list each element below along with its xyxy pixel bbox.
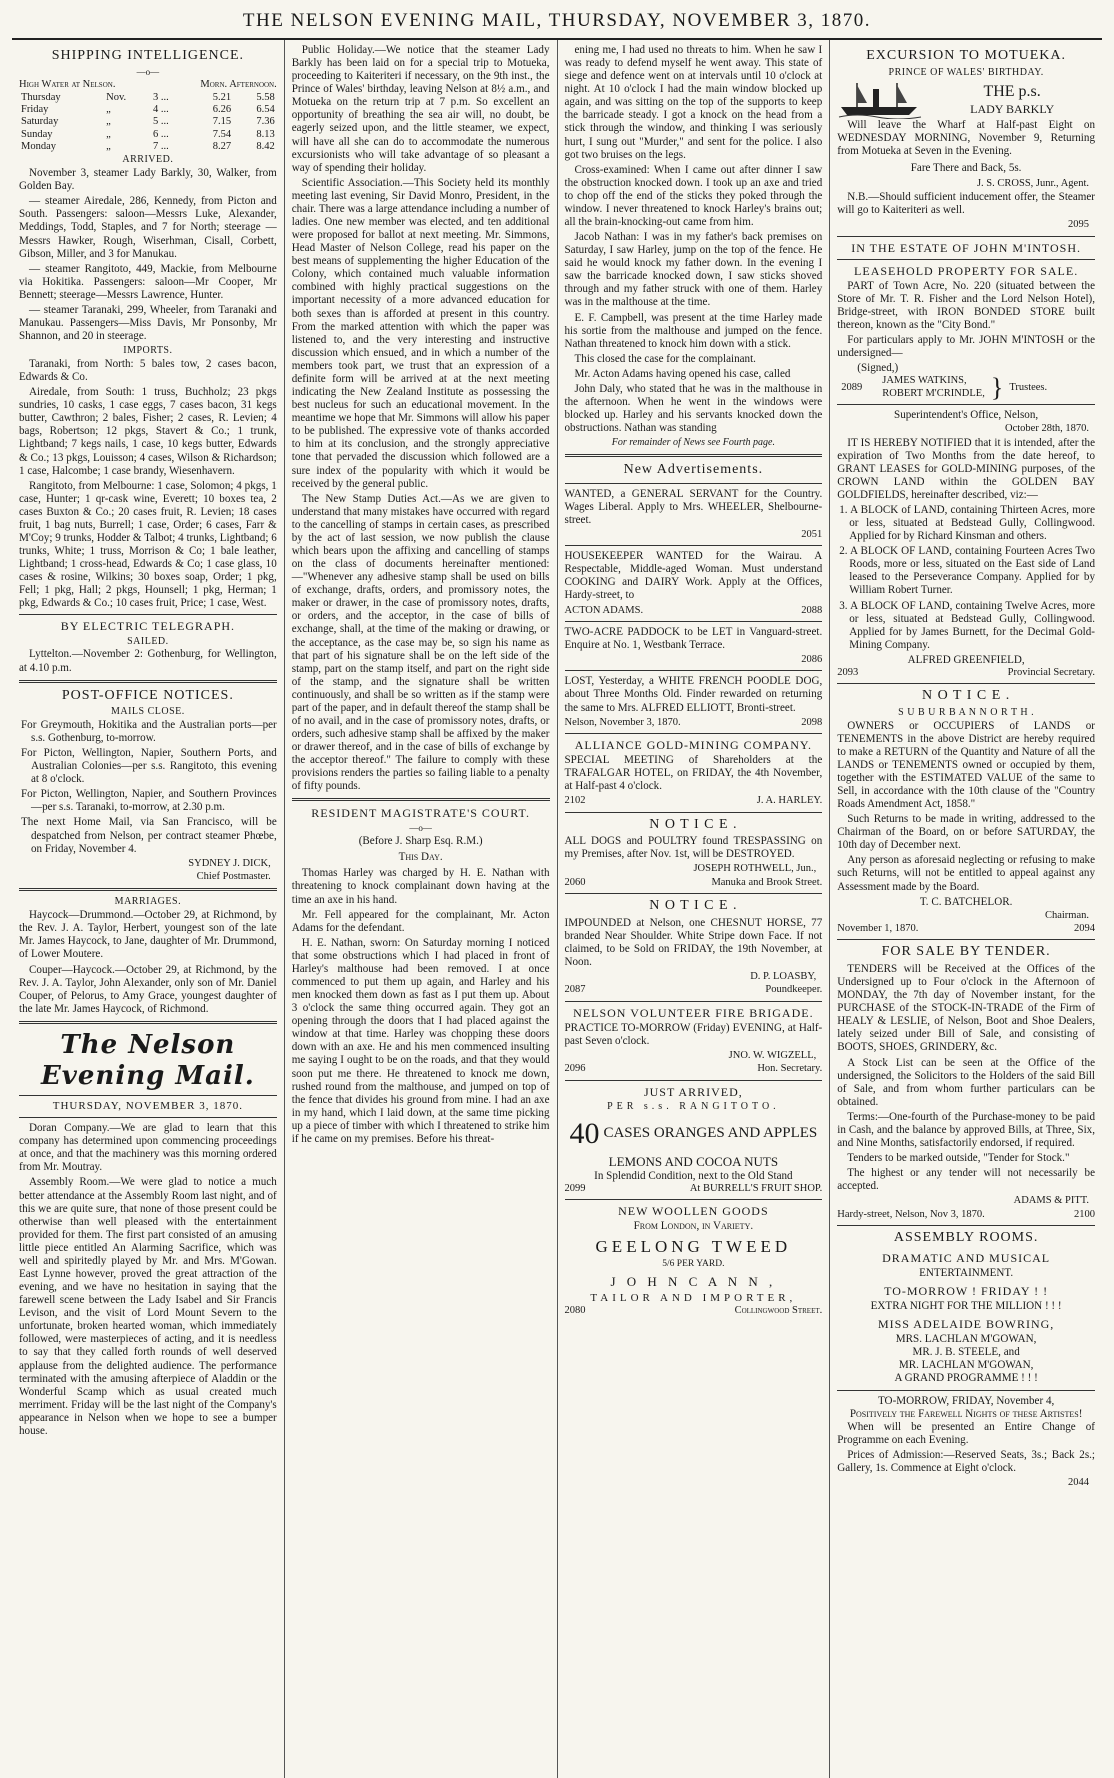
marriages-title: MARRIAGES. [114,896,182,908]
court-continued [565,44,823,435]
trustee1: JAMES WATKINS, [882,375,967,387]
classified-ad [565,626,823,672]
ad-signature: J. A. HARLEY. [756,795,823,807]
ship-block [837,79,1095,119]
mail-entry: For Picton, Wellington, Napier, Southern Ports, and Australian Colonies—per s.s. Rangitoto, this evening at 8 o'clock. [21,747,277,786]
tides-table [19,92,277,154]
hereby-text: IT IS HEREBY NOTIFIED that it is intended, after the expiration of Two Months from the date hereof, to GRANT LEASES for GOLD-MINING purposes, of the CROWN LAND within the GOLDEN BAY GOLDFIELDS, hereinafter described, viz:— [837,436,1095,501]
arrived-quantity: 40 [569,1116,600,1150]
ship-name: LADY BARKLY [970,101,1055,116]
court-paragraph: H. E. Nathan, sworn: On Saturday morning I noticed that some obstructions which I had placed in front of Harley's malthouse had been removed. I at once commenced to put them up again, and Harley and his men knocked them down as fast as I put them up. About 3 o'clock the same thing occurred again. They got an opening through the doors that I had placed against the window at that time. Harley was chopping these doors down with an axe. He and his men commenced insulting me saying I ought to be on the roads, and that they would soon put me there. He threatened to knock me down, rushed round from the malthouse, and jumped on top of the fence that divides his ground from mine. I had an axe in my hand, which I laid down, at the same time picking up a piece of timber with which I threatened to strike him if he came on my premises. Before his threat- [291,936,550,1145]
notice-title: N O T I C E . [921,688,1011,704]
tide-day: Friday [21,103,49,115]
classified-ad [565,550,823,622]
owners-text3: Any person as aforesaid neglecting or refusing to make such Returns, will not be entitled to appeal against any Assessment made by the Board. [837,854,1095,893]
lease-title: LEASEHOLD PROPERTY FOR SALE. [854,263,1079,278]
entertainment: ENTERTAINMENT. [919,1266,1014,1279]
tide-row [19,116,277,128]
blocks-list [837,504,1095,652]
tide-aft: 8.13 [256,128,275,140]
ad-number: 2096 [564,1063,586,1075]
ornament: —o— [136,66,160,77]
tide-day: Saturday [21,116,59,128]
ad-number: 2080 [564,1304,586,1316]
tender-title: FOR SALE BY TENDER. [881,944,1051,960]
ad-number: 2100 [1074,1208,1095,1220]
column-3 [558,40,831,1778]
batchelor-role: Chairman. [1044,909,1089,921]
arrival-entry: — steamer Taranaki, 299, Wheeler, from Taranaki and Manukau. Passengers—Miss Davis, Mr Ponsonby, Mr Shannon, and 20 in steerage. [19,303,277,343]
batchelor: T. C. BATCHELOR. [919,895,1013,908]
notice2-role: Poundkeeper. [765,984,823,996]
arrived-line3: In Splendid Condition, next to the Old Stand [594,1169,793,1182]
notice2-ad [565,917,823,997]
tide-day: Thursday [21,91,61,103]
telegraph-title: BY ELECTRIC TELEGRAPH. [60,619,236,634]
ad-number: 2099 [564,1182,586,1194]
arrival-entry: — steamer Rangitoto, 449, Mackie, from Melbourne via Hokitika. Passengers: saloon—Mr Cooper, Mr Bennett; steerage—Messrs Lawrence, Hunter. [19,262,277,301]
notice1-addr: Manuka and Brook Street. [711,876,823,888]
news-paragraphs [292,44,550,793]
mail-entry: For Greymouth, Hokitika and the Australian ports—per s.s. Gothenburg, to-morrow. [21,718,277,744]
cann-role: TAILOR AND IMPORTER, [590,1291,797,1304]
ad-number: 2098 [801,716,823,728]
cast1: MRS. LACHLAN M'GOWAN, [895,1333,1037,1346]
woollen-title: NEW WOOLLEN GOODS [618,1203,769,1218]
tide-aft: 8.42 [256,141,275,152]
columns [12,40,1102,1778]
suburban: S U B U R B A N N O R T H . [898,706,1035,718]
notice1-title: N O T I C E . [649,816,738,832]
ad-number: 2051 [801,528,823,540]
notice1-text: ALL DOGS and POULTRY found TRESPASSING on my Premises, after Nov. 1st, will be DESTROYED. [564,835,823,861]
arrived-ad-title: JUST ARRIVED, [643,1084,743,1099]
court-before: (Before J. Sharp Esq. R.M.) [358,835,483,848]
ad-number: 2044 [1068,1476,1089,1488]
classified-ad [565,675,823,729]
remainder-note: For remainder of News see Fourth page. [611,437,775,449]
court-paragraph: Cross-examined: When I came out after dinner I saw the obstruction knocked down. I took up an axe and tried to chop off the end of the sticks they poked through the window. I never threatened to knock Harley's brains out; all the brain-knocking-out came from him. [564,163,823,229]
court-paragraph: E. F. Campbell, was present at the time Harley made his sortie from the malthouse and jumped on the fence. Nathan threatened to knock him down with a stick. [564,311,823,350]
owners-text: OWNERS or OCCUPIERS of LANDS or TENEMENTS in the above District are hereby required to make a RETURN of the Quantity and Nature of all the LANDS or TENEMENTS owned or occupied by them, together with the ESTIMATED VALUE of the same to Sell, in accordance with the 10th clause of the "Country Roads Amendment Act, 1858." [837,719,1095,811]
dramatic: DRAMATIC AND MUSICAL [882,1250,1051,1265]
prices: Prices of Admission:—Reserved Seats, 3s.; Back 2s.; Gallery, 1s. Commence at Eight o'clock. [837,1448,1095,1474]
tide-morn: 8.27 [212,141,232,152]
ad-text: LOST, Yesterday, a WHITE FRENCH POODLE DOG, about Three Months Old. Finder rewarded on returning the same to Mrs. ALFRED ELLIOTT, Bronti-street. [564,675,823,714]
arrived-shop: At BURRELL'S FRUIT SHOP. [689,1182,823,1194]
tides-head-right: Morn. Afternoon. [200,79,277,91]
tide-row [19,141,277,153]
court-title: RESIDENT MAGISTRATE'S COURT. [311,806,530,821]
classified-ad [565,488,823,547]
change: When will be presented an Entire Change of Programme on each Evening. [837,1420,1095,1446]
tide-month: „ [106,116,111,128]
alliance-ad [565,754,823,808]
trustees-word: Trustees. [1009,381,1048,393]
tide-month: Nov. [106,91,127,103]
extra: EXTRA NIGHT FOR THE MILLION ! ! ! [870,1299,1062,1312]
notice1-ad [565,835,823,889]
court-paragraph: Jacob Nathan: I was in my father's back premises on Saturday, I saw Harley, jump on the top of the fence. He said he would knock my father down. In the evening I saw the barricade knocked down, I saw sticks shoved through and my father struck with one of them. Harley was in the malthouse at the time. [564,231,823,309]
greenfield-role: Provincial Secretary. [1007,666,1095,678]
fire-text: PRACTICE TO-MORROW (Friday) EVENING, at Half-past Seven o'clock. [564,1021,823,1048]
fire-role: Hon. Secretary. [757,1063,823,1075]
post-title: POST-OFFICE NOTICES. [61,687,234,703]
signed: (Signed,) [857,362,899,375]
agent: J. S. CROSS, Junr., Agent. [976,177,1089,189]
post-sig1: SYDNEY J. DICK, [188,857,271,869]
greenfield: ALFRED GREENFIELD, [907,653,1025,666]
trustees: 2089 JAMES WATKINS, ROBERT M'CRINDLE, } Trustees. [841,372,1048,402]
adams: ADAMS & PITT. [1013,1195,1089,1207]
tides-header [19,79,277,91]
fire-title: NELSON VOLUNTEER FIRE BRIGADE. [573,1005,814,1020]
tide-date: 6 ... [152,128,169,140]
notice2-sig: D. P. LOASBY, [750,971,817,983]
cann-name: J O H N C A N N , [610,1274,777,1290]
ad-signature: Nelson, November 3, 1870. [564,716,681,728]
column-4 [830,40,1102,1778]
court-paragraph: This closed the case for the complainant. [574,352,756,365]
masthead: THE NELSON EVENING MAIL, THURSDAY, NOVEMBER 3, 1870. [12,8,1102,40]
excursion-text: Will leave the Wharf at Half-past Eight on WEDNESDAY MORNING, November 9, Returning from Motueka at Seven in the Evening. [837,119,1095,158]
marriage-entry: Couper—Haycock.—October 29, at Richmond, by the Rev. J. A. Taylor, John Alexander, only son of Mr. Daniel Couper, of Pelorus, to Amy Grace, youngest daughter of the late Mr. James Haycock, of Richmond. [19,963,277,1015]
super-office: Superintendent's Office, Nelson, [894,409,1039,422]
tide-month: „ [106,103,111,115]
column-1 [12,40,285,1778]
cann-addr: Collingwood Street. [734,1304,823,1316]
tender-text4: Tenders to be marked outside, "Tender for Stock." [847,1152,1070,1165]
imports-list [19,358,277,610]
cast3: MR. LACHLAN M'GOWAN, [898,1359,1034,1372]
tide-row [19,92,277,104]
tender-text3: Terms:—One-fourth of the Purchase-money to be paid in Cash, and the balance by approved Bills, at Three, Six, and Nine Months, satisfactorily endorsed, if required. [837,1110,1095,1149]
tide-day: Sunday [21,128,53,140]
news-paragraph: The New Stamp Duties Act.—As we are given to understand that many mistakes have occurred with regard to the cancelling of stamps in certain cases, as prescribed by the act of last session, we now publish the clause which bears upon the affixing and cancelling of stamps on the class of documents hereinafter mentioned:—"Whenever any adhesive stamp shall be used on bills of exchange, drafts, orders, and promissory notes, the maker or drawer, in the case of promissory notes, drafts, or orders, and the acceptor, in the case of bills of exchange, shall, at the time of the making or drawing, or the acceptance, as the case may be, so sign his name as that part of his signature shall be on the left side of the stamp, part on the stamp itself, and part on the right side of the stamp, and the signature shall be written continuously, and shall be so written as if the stamp were part of the paper, and in default thereof the stamp shall be of no avail, and in the case of promissory notes, drafts, or orders, such adhesive stamp shall be affixed by the maker or drawer thereof, and in the case of bills of exchange by the acceptor thereof." The failure to comply with these provisions renders the parties so failing liable to a penalty of fifty pounds. [291,492,550,793]
marriages-list [19,909,277,1016]
tender-text2: A Stock List can be seen at the Office of the undersigned, the Solicitors to the Holders of the said Bill of Sale, and from whom further particulars can be obtained. [837,1056,1095,1108]
court-day: This Day. [398,851,443,864]
paper-title: The Nelson Evening Mail. [40,1029,255,1091]
tides-head-left: High Water at Nelson. [19,79,116,91]
super-date: October 28th, 1870. [1005,423,1089,435]
mail-entry: For Picton, Wellington, Napier, and Southern Provinces—per s.s. Taranaki, to-morrow, at 2.30 p.m. [21,788,277,814]
mails-list [19,719,277,856]
ads-list [565,488,823,729]
adams-addr: Hardy-street, Nelson, Nov 3, 1870. [837,1208,985,1220]
tide-date: 5 ... [152,116,169,128]
tide-morn: 7.54 [212,128,232,140]
mails-title: MAILS CLOSE. [110,706,185,718]
tide-row [19,104,277,116]
tide-date: 4 ... [152,103,169,115]
ad-number: 2086 [801,654,823,666]
batchelor-date: November 1, 1870. [837,923,919,935]
new-ads-title: New Advertisements. [623,462,764,478]
farewell: Positively the Farewell Nights of these Artistes! [849,1407,1083,1420]
tender-text: TENDERS will be Received at the Offices of the Undersigned up to Four o'clock in the Afternoon of MONDAY, the 7th day of November instant, for the PURCHASE of the STOCK-IN-TRADE of the Firm of HEALY & LESLIE, of Nelson, Boot and Shoe Dealers, lately seized under Bill of Sale, and consisting of BOOTS, SHOES, GRINDERY, &c. [837,962,1095,1054]
ad-number: 2102 [564,795,586,807]
tide-day: Monday [21,141,56,152]
editorial-paragraph: Doran Company.—We are glad to learn that this company has determined upon commencing proceedings at once, and that the machinery was this morning ordered from Mr. Moutray. [19,1122,277,1174]
lease-text: PART of Town Acre, No. 220 (situated between the Store of Mr. T. R. Fisher and the Lord Nelson Hotel), Bridge-street, with IRON BONDED STORE built thereon, known as the "City Bond." [837,279,1095,332]
programme: A GRAND PROGRAMME ! ! ! [894,1372,1038,1385]
court-paragraph: Mr. Fell appeared for the complainant, Mr. Acton Adams for the defendant. [291,908,550,934]
tide-month: „ [106,128,111,140]
tide-aft: 6.54 [256,103,275,115]
fire-ad [565,1022,823,1076]
imports-title: IMPORTS. [123,345,173,357]
trustee2: ROBERT M'CRINDLE, [882,387,985,399]
notice1-sig: JOSEPH ROTHWELL, Jun., [693,863,817,875]
ad-number: 2093 [837,666,859,678]
ad-number: 2089 [841,381,863,393]
marriage-entry: Haycock—Drummond.—October 29, at Richmond, by the Rev. J. A. Taylor, Herbert, youngest son of the late Mr. James Haycock, to Jane, daughter of Mr. Drummond, of Lower Moutere. [19,909,277,961]
shipping-title: SHIPPING INTELLIGENCE. [51,48,245,63]
geelong-title: GEELONG TWEED [595,1237,792,1257]
ad-number: 2095 [1068,219,1089,231]
tide-aft: 5.58 [256,91,275,103]
friday: TO-MORROW, FRIDAY, November 4, [877,1394,1055,1407]
arrived-title: ARRIVED. [122,154,174,166]
ad-text: HOUSEKEEPER WANTED for the Wairau. A Respectable, Middle-aged Woman. Must understand COOKING and DAIRY Work. Apply at the Offices, Hardy-street, to [564,550,823,602]
ad-number: 2087 [564,984,586,996]
assembly-title: ASSEMBLY ROOMS. [893,1230,1039,1246]
court-paragraph: Thomas Harley was charged by H. E. Nathan with threatening to knock complainant down having at the time an axe in his hand. [291,867,550,906]
court-paragraph: ening me, I had used no threats to him. When he saw I was ready to defend myself he went away. This state of siege and defence went on at intervals until 10 o'clock at night. At 10 o'clock I had the main window blocked up again, and was sitting on the top of the supports to keep the barricade steady. I got a knock on the head from a stick through the window, and thinking I was seriously hurt, I sung out "Murder," and sent for the police. I also got two bruises on the legs. [564,44,823,161]
court-ornament: —o— [409,822,432,833]
arrived-goods-text: CASES ORANGES AND APPLES [603,1124,818,1141]
arrived-ad-sub: PER s.s. RANGITOTO. [607,1101,780,1112]
land-block: 1. A BLOCK of LAND, containing Thirteen Acres, more or less, situated at Bedstead Gully, Collingwood. Applied for by Richard Kinsman and others. [839,503,1095,543]
excursion-sub: PRINCE OF WALES' BIRTHDAY. [888,66,1044,78]
tide-morn: 7.15 [212,116,232,128]
arrival-entry: — steamer Airedale, 286, Kennedy, from Picton and South. Passengers: saloon—Messrs Luke, Alexander, Meddings, Todd, Staples, and 7 for North; steerage — Messrs Hawker, Rough, Wiserhman, Cisall, Corbett, Gibson, Miller, and 3 for Manukau. [19,195,277,260]
court-paragraph: John Daly, who stated that he was in the malthouse in the afternoon. When he went in the windows were blocked up. Harley and his servants knocked down the obstructions. Nathan was standing [564,382,823,435]
ad-text: WANTED, a GENERAL SERVANT for the Country. Wages Liberal. Apply to Mrs. WHEELER, Shelbourne-street. [564,487,823,526]
tomorrow: TO-MORROW ! FRIDAY ! ! [884,1283,1049,1298]
import-entry: Taranaki, from North: 5 bales tow, 2 cases bacon, Edwards & Co. [19,357,277,384]
ad-number: 2094 [1074,923,1095,935]
excursion-title: EXCURSION TO MOTUEKA. [866,48,1067,63]
nb-text: N.B.—Should sufficient inducement offer, the Steamer will go to Kaiteriteri as well. [837,191,1095,217]
arrived-goods [565,1116,823,1151]
tide-date: 3 ... [152,91,169,103]
court-paragraphs [292,867,550,1146]
fire-sig: JNO. W. WIGZELL, [728,1050,817,1062]
arrived-line2: LEMONS AND COCOA NUTS [608,1154,779,1170]
land-block: 2. A BLOCK OF LAND, containing Fourteen Acres Two Roods, more or less, situated on the East side of Land leased to the Perseverance Company. Applied for by William Robert Turner. [839,545,1095,597]
tender-text5: The highest or any tender will not necessarily be accepted. [837,1167,1095,1193]
tide-date: 7 ... [152,141,169,152]
import-entry: Airedale, from South: 1 truss, Buchholz; 23 pkgs sundries, 10 casks, 1 case eggs, 7 cases bacon, 31 kegs butter, Cawthron; 2 bales, Fisher; 2 cases, R. Levien; 4 bags, Robertson; 12 pkgs, Stavert & Co.; 1 trunk, Lightband; 7 kegs nails, 1 case, 10 kegs butter, Edwards & Co.; 13 pkgs, Louisson; 4 cases, Wilson & Richardson; 1 case, Halcombe; 1 case brandy, Wiesenhavern. [19,386,277,477]
dateline: THURSDAY, NOVEMBER 3, 1870. [52,1100,243,1113]
tide-aft: 7.36 [256,116,275,128]
notice2-title: N O T I C E . [649,898,738,914]
tide-row [19,129,277,141]
lease-apply: For particulars apply to Mr. JOHN M'INTOSH or the undersigned— [837,334,1095,360]
sailed-title: SAILED. [127,635,169,647]
editorial-paragraph: Assembly Room.—We were glad to notice a much better attendance at the Assembly Room last night, and of this we are quite sure, that none of those present could be otherwise than well pleased with the entertainment provided for them. The first part consisted of an amusing little piece entitled An Alarming Sacrifice, which was well and spiritedly played by Mr. and Mrs. M'Gowan. East Lynne however, proved the great attraction of the evening, and we have no hesitation in saying that the farewell scene between the Lady Isabel and Sir Francis Levison, and the visit of Lord Mount Severn to the unfortunate, broken hearted woman, which immediately followed, were masterpieces of acting, and it is needless to say that they called forth rounds of well deserved applause from the delighted audience. The performance terminated with the amusing afterpiece of Aladdin or the Wonderful Scamp which as usual created much merriment. Friday will be the last night of the Company's appearance in Nelson when we hope to see a bumper house. [19,1176,277,1437]
arrived-list [19,167,277,343]
owners-text2: Such Returns to be made in writing, addressed to the Chairman of the Board, on or before SATURDAY, the 10th day of December next. [837,813,1095,852]
ad-signature: ACTON ADAMS. [564,604,644,616]
import-entry: Rangitoto, from Melbourne: 1 case, Solomon; 4 pkgs, 1 case, Hunter; 1 qr-cask wine, Everett; 10 boxes tea, 2 cases Buxton & Co.; 20 cases fruit, R. Levien; 18 cases fruit, 1 bag nuts, Burrell; 1 case, Order; 6 cases, Farr & M'Coy; 9 trunks, Hodder & Talbot; 4 trunks, Lightband; 6 trunks, White; 1 truss, Morrison & Co; 1 bale leather, Lightband; 1 cross-head, Edwards & Co; 1 case glass, 10 cases & rosine, Wilkins; 30 boxes soap, Order; 1 pkg, Fell; 1 pkg, Hall; 2 pkgs, Hounsell; 1 pkg, Herman; 1 pkg, Edwards & Co.; 10 cases fruit, Price; 1 case, West. [19,479,277,610]
alliance-text: SPECIAL MEETING of Shareholders at the TRAFALGAR HOTEL, on FRIDAY, the 4th November, at Half-past 4 o'clock. [564,754,823,793]
ship-label: THE p.s. [983,82,1041,100]
ad-number: 2060 [564,876,586,888]
column-2 [285,40,558,1778]
fare: Fare There and Back, 5s. [910,161,1022,174]
arrival-entry: November 3, steamer Lady Barkly, 30, Walker, from Golden Bay. [19,167,277,193]
tide-morn: 6.26 [212,103,232,115]
bowring: MISS ADELAIDE BOWRING, [877,1317,1055,1332]
tide-month: „ [106,141,111,152]
estate-title: IN THE ESTATE OF JOHN M'INTOSH. [851,240,1081,255]
post-sig2: Chief Postmaster. [196,871,271,883]
editorial-list [19,1122,277,1438]
notice2-text: IMPOUNDED at Nelson, one CHESNUT HORSE, 77 branded Near Shoulder. White Stripe down Face. If not claimed, to be Sold on FRIDAY, the 19th November, at Noon. [564,916,823,968]
alliance-title: ALLIANCE GOLD-MINING COMPANY. [574,738,813,753]
steamship-icon [837,79,923,119]
news-paragraph: Scientific Association.—This Society held its monthly meeting last evening, Sir David Monro, President, in the chair. There was a large attendance including a number of ladies. One new member was elected, and ten additional were proposed for ballot at next meeting. Mr. Simmons, Head Master of Nelson College, read his paper on the best means of supplementing the higher Education of the Colony, which contained much valuable information combined with highly practical suggestions on the important necessity of a more advanced education for both sexes than is afforded at present in this country. From the marked attention with which the paper was listened to, and the very interesting and instructive discussion which ensued, and in which a number of the members took part, we trust that an expression of a definite form will be arrived at at the next meeting indicating the New Zealand Institute as possessing the best nucleus for such an educational movement. In the meantime we hope that Mr. Simmons will allow his paper to be published. The expressive vote of thanks accorded to him at its conclusion, and the strongly appreciative tone that pervaded the discussion which followed are a sure index of the popularity with which it would be received by the general public. [291,176,550,490]
news-paragraph: Public Holiday.—We notice that the steamer Lady Barkly has been laid on for a special trip to Motueka, proceeding to Kaiteriteri if necessary, on the 9th inst., the Prince of Wales' birthday, leaving Nelson at 8½ a.m., and Motueka on the return trip at 7 p.m. So excellent an opportunity of breathing the sea air will, no doubt, be eagerly seized upon, and the little steamer, we expect, will have all she can do to accommodate the numerous excursionists who will take advantage of so pleasant a way of spending their holiday. [291,44,550,174]
land-block: 3. A BLOCK OF LAND, containing Twelve Acres, more or less, situated at Bedstead Gully, Collingwood. Applied for by James Burnett, for the Decimal Gold-Mining Company. [839,599,1095,651]
woollen-sub: From London, in Variety. [633,1220,754,1233]
geelong-price: 5/6 PER YARD. [662,1259,725,1270]
ad-number: 2088 [801,604,823,616]
court-paragraph: Mr. Acton Adams having opened his case, called [574,367,791,380]
sailed-text: Lyttelton.—November 2: Gothenburg, for Wellington, at 4.10 p.m. [19,648,277,674]
cast2: MR. J. B. STEELE, and [912,1346,1020,1359]
mail-entry: The next Home Mail, via San Francisco, will be despatched from Nelson, per contract steamer Phœbe, on Friday, November 4. [21,816,277,855]
ad-text: TWO-ACRE PADDOCK to be LET in Vanguard-street. Enquire at No. 1, Westbank Terrace. [564,625,823,651]
tide-morn: 5.21 [212,91,232,103]
